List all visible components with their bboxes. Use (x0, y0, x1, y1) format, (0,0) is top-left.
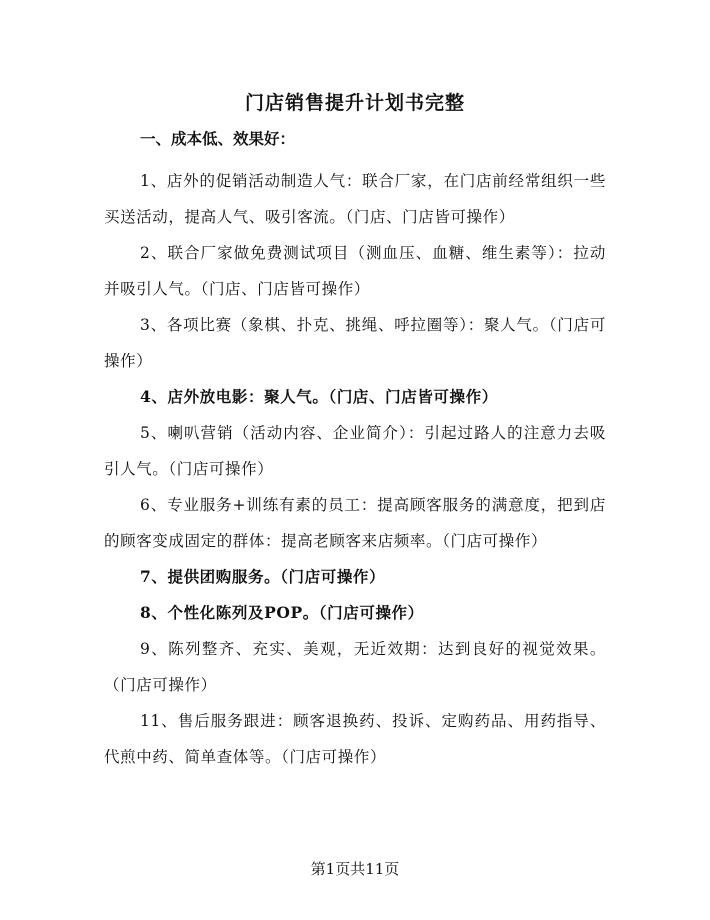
page-footer: 第1页共11页 (310, 860, 400, 878)
paragraph-item-6: 6、专业服务+训练有素的员工：提高顾客服务的满意度，把到店的顾客变成固定的群体：提高老顾客来店频率。（门店可操作） (104, 496, 606, 550)
paragraph-item-11: 11、售后服务跟进：顾客退换药、投诉、定购药品、用药指导、代煎中药、简单查体等。（门店可操作） (104, 712, 606, 766)
section-heading: 一、成本低、效果好： (140, 129, 296, 148)
document-body (104, 128, 606, 775)
document-title: 门店销售提升计划书完整 (244, 92, 465, 114)
paragraph-item-8: 8、个性化陈列及POP。（门店可操作） (140, 603, 424, 622)
paragraph-item-1: 1、店外的促销活动制造人气：联合厂家，在门店前经常组织一些买送活动，提高人气、吸引客流。（门店、门店皆可操作） (104, 172, 606, 226)
paragraph-item-7: 7、提供团购服务。（门店可操作） (140, 567, 386, 586)
paragraph-item-5: 5、喇叭营销（活动内容、企业简介）：引起过路人的注意力去吸引人气。（门店可操作） (104, 424, 606, 478)
paragraph-item-3: 3、各项比赛（象棋、扑克、挑绳、呼拉圈等）：聚人气。（门店可操作） (104, 316, 606, 370)
paragraph-item-9: 9、陈列整齐、充实、美观，无近效期：达到良好的视觉效果。（门店可操作） (104, 640, 606, 694)
paragraph-item-4: 4、店外放电影：聚人气。（门店、门店皆可操作） (140, 387, 498, 406)
paragraph-item-2: 2、联合厂家做免费测试项目（测血压、血糖、维生素等）：拉动并吸引人气。（门店、门店皆可操作） (104, 244, 606, 298)
